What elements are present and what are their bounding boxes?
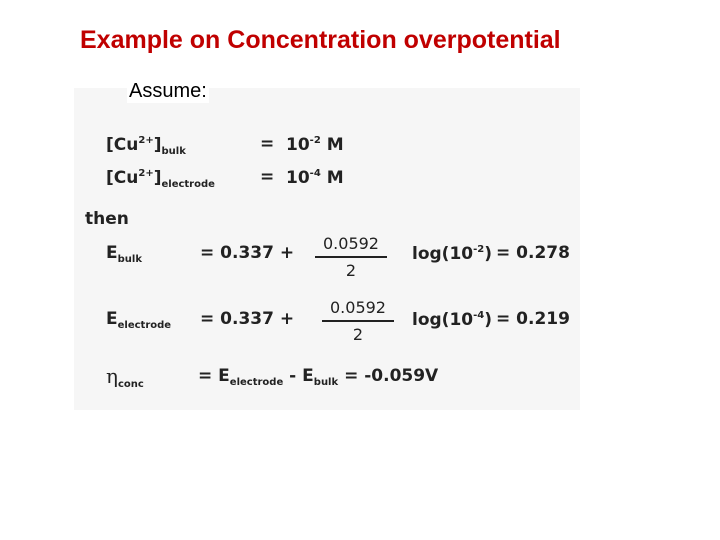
e-electrode-fraction: $\frac{0.0592}{2}$: [322, 298, 394, 344]
slide-title: Example on Concentration overpotential: [80, 26, 561, 54]
cu-electrode-value: $10^{-4}$ M: [286, 168, 344, 188]
cu-electrode-equals: =: [260, 167, 275, 187]
eta-conc-symbol: $\eta_{conc}$: [106, 364, 144, 390]
e-bulk-result: = 0.278: [496, 243, 570, 263]
then-label: then: [85, 209, 129, 229]
e-bulk-symbol: $E_{bulk}$: [106, 243, 142, 265]
eta-conc-expression: = $E_{electrode} - E_{bulk} = -0.059V$: [198, 366, 439, 388]
e-electrode-log: $\log(10^{-4})$: [412, 310, 492, 330]
e-bulk-log: $\log(10^{-2})$: [412, 244, 492, 264]
e-bulk-rhs: = 0.337 +: [200, 243, 295, 263]
e-electrode-rhs: = 0.337 +: [200, 309, 295, 329]
assume-label: Assume:: [129, 80, 207, 102]
e-bulk-fraction: $\frac{0.0592}{2}$: [315, 234, 387, 280]
cu-bulk-value: $10^{-2}$ M: [286, 135, 344, 155]
cu-electrode-symbol: $[Cu^{2+}]_{electrode}$: [106, 168, 215, 190]
cu-bulk-symbol: $[Cu^{2+}]_{bulk}$: [106, 135, 186, 157]
e-electrode-symbol: $E_{electrode}$: [106, 309, 172, 331]
cu-bulk-equals: =: [260, 134, 275, 154]
e-electrode-result: = 0.219: [496, 309, 570, 329]
